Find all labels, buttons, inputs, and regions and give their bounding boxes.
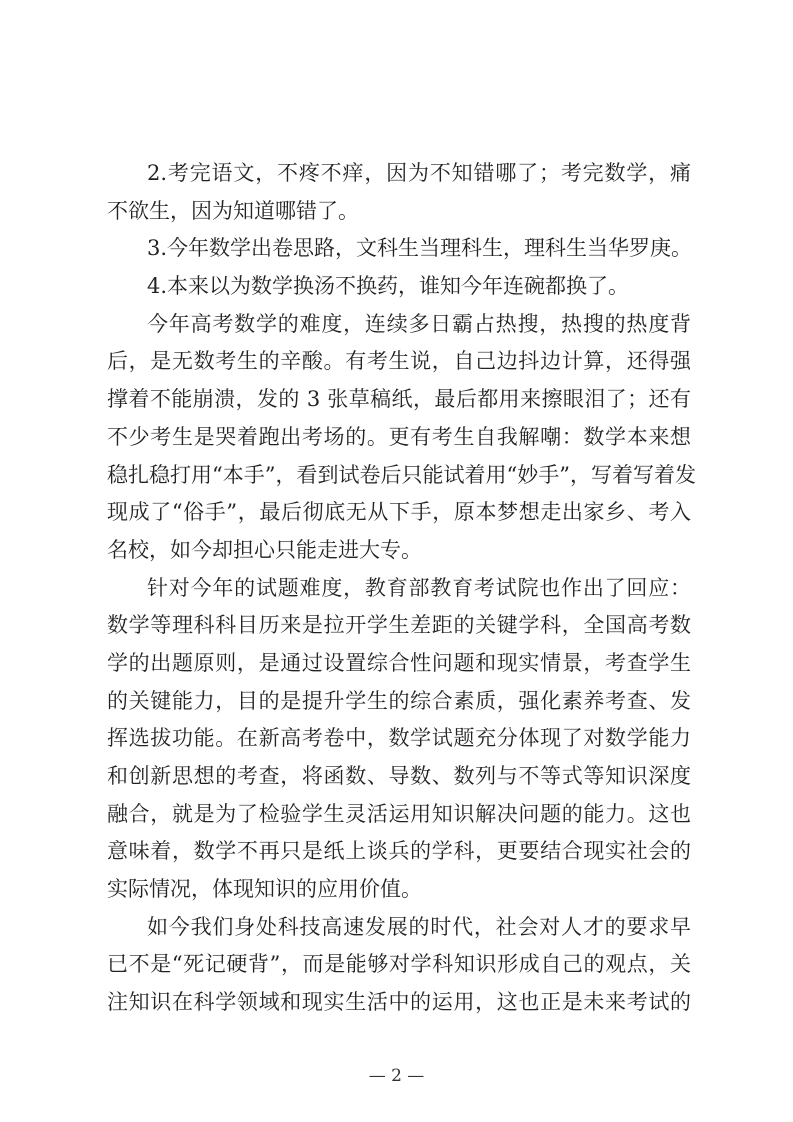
text-line: 实际情况，体现知识的应用价值。 (107, 877, 422, 902)
text-line: 稳扎稳打用“本手”，看到试卷后只能试着用“妙手”，写着写着发 (107, 462, 696, 487)
text-line: 已不是“死记硬背”，而是能够对学科知识形成自己的观点，关 (107, 952, 691, 977)
text-line: 名校，如今却担心只能走进大专。 (107, 537, 422, 562)
text-line: 注知识在科学领域和现实生活中的运用，这也正是未来考试的 (107, 990, 691, 1015)
text-line: 挥选拔功能。在新高考卷中，数学试题充分体现了对数学能力 (107, 726, 691, 751)
document-body (107, 155, 696, 1022)
text-line: 不欲生，因为知道哪错了。 (107, 198, 359, 223)
text-line: 意味着，数学不再只是纸上谈兵的学科，更要结合现实社会的 (107, 839, 691, 864)
text-line: 2.考完语文，不疼不痒，因为不知错哪了；考完数学，痛 (147, 161, 691, 185)
text-line: 今年高考数学的难度，连续多日霸占热搜，热搜的热度背 (147, 311, 691, 336)
text-line: 4.本来以为数学换汤不换药，谁知今年连碗都换了。 (147, 274, 630, 299)
page-number: — 2 — (368, 1066, 425, 1086)
text-line: 融合，就是为了检验学生灵活运用知识解决问题的能力。这也 (107, 801, 691, 826)
text-line: 不少考生是哭着跑出考场的。更有考生自我解嘲：数学本来想 (107, 424, 691, 449)
text-line: 撑着不能崩溃，发的 3 张草稿纸，最后都用来擦眼泪了；还有 (107, 387, 691, 412)
text-line: 和创新思想的考查，将函数、导数、数列与不等式等知识深度 (107, 764, 691, 788)
text-line: 现成了“俗手”，最后彻底无从下手，原本梦想走出家乡、考入 (107, 500, 691, 525)
text-line: 针对今年的试题难度，教育部教育考试院也作出了回应： (147, 575, 691, 600)
text-line: 如今我们身处科技高速发展的时代，社会对人才的要求早 (147, 914, 691, 939)
text-line: 的关键能力，目的是提升学生的综合素质，强化素养考查、发 (107, 688, 691, 713)
text-line: 3.今年数学出卷思路，文科生当理科生，理科生当华罗庚。 (147, 236, 693, 261)
text-line: 数学等理科科目历来是拉开学生差距的关键学科，全国高考数 (107, 613, 691, 638)
text-line: 学的出题原则，是通过设置综合性问题和现实情景，考查学生 (107, 650, 691, 675)
text-line: 后，是无数考生的辛酸。有考生说，自己边抖边计算，还得强 (107, 349, 691, 374)
